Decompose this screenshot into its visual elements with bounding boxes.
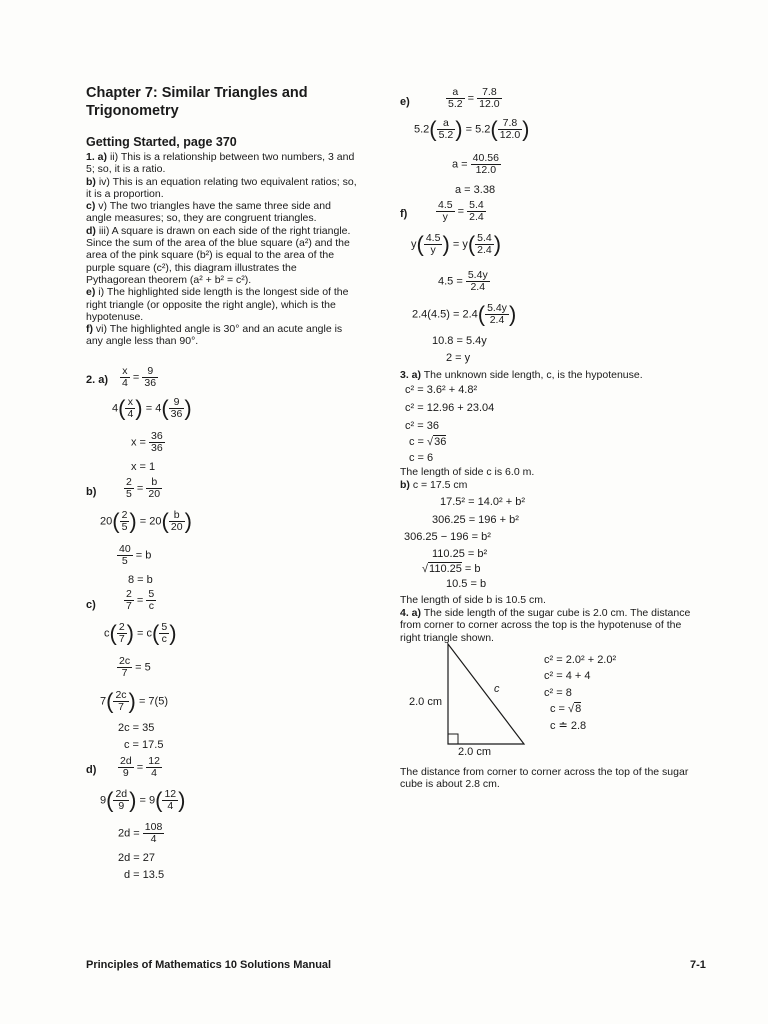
footer-book-title: Principles of Mathematics 10 Solutions Manual <box>86 959 332 971</box>
q2c-eq4: 7( $\frac{2c}{7}$ ) = 7(5) <box>100 688 168 714</box>
question-1 <box>86 151 358 348</box>
q4-conclusion: The distance from corner to corner across the top of the sugar cube is about 2.8 cm. <box>400 766 689 791</box>
q3a-conclusion: The length of side c is 6.0 m. <box>400 466 535 478</box>
q4-hyp-label: c <box>494 683 500 695</box>
q2e-eq2: 5.2( $\frac{a}{5.2}$ ) = 5.2( $\frac{7.8}{12.0}$ ) <box>414 116 530 142</box>
q4-l3: c² = 8 <box>544 687 572 699</box>
q3b-l4: 110.25 = b² <box>432 548 488 560</box>
q3a-l5: c = 6 <box>409 452 434 464</box>
q4-side-label: 2.0 cm <box>409 696 443 708</box>
q1d: d) iii) A square is drawn on each side of the right triangle. Since the sum of the area of the blue square (a²) and the area of the pink square (b²) is equal to the area of the purple square (c²), this diagram illustrates the Pythagorean theorem (a² + b² = c²). <box>86 224 351 286</box>
q4-l1: c² = 2.0² + 2.0² <box>544 654 617 666</box>
q4-base-label: 2.0 cm <box>458 746 492 758</box>
q2c-step: 2c = 35 <box>118 722 155 734</box>
q2f-eq2: y( $\frac{4.5}{y}$ ) = y( $\frac{5.4}{2.4}$ ) <box>411 231 502 257</box>
q3b-l1: 17.5² = 14.0² + b² <box>440 496 525 508</box>
q2d-eq1: $\frac{2d}{9}$ = $\frac{12}{4}$ <box>120 755 160 779</box>
q2d-step: 2d = 27 <box>118 852 156 864</box>
q2b-eq1: $\frac{2}{5}$ = $\frac{b}{20}$ <box>126 476 161 500</box>
q2d-label: d) <box>86 764 97 776</box>
q3b-l6: 10.5 = b <box>446 578 487 590</box>
q2a-result: x = 1 <box>131 461 156 473</box>
q2c-eq2: c( $\frac{2}{7}$ ) = c( $\frac{5}{c}$ ) <box>104 620 177 646</box>
q4-intro: 4. a) The side length of the sugar cube is 2.0 cm. The distance from corner to corner across the top is the hypotenuse of the right triangle shown. <box>400 607 691 644</box>
right-triangle-diagram <box>440 640 530 748</box>
q2c-eq3: $\frac{2c}{7}$ = 5 <box>119 655 151 679</box>
q2f-label: f) <box>400 208 408 220</box>
q3b-conclusion: The length of side b is 10.5 cm. <box>400 594 546 606</box>
q1a: 1. a) ii) This is a relationship between two numbers, 3 and 5; so, it is a ratio. <box>86 151 355 176</box>
q2a-eq2: 4( $\frac{x}{4}$ ) = 4( $\frac{9}{36}$ ) <box>112 395 192 421</box>
q2f-eq3: 4.5 = $\frac{5.4y}{2.4}$ <box>438 269 488 293</box>
triangle-shape <box>448 644 524 744</box>
q1e: e) i) The highlighted side length is the longest side of the right triangle (or opposite the right angle), which is the hypotenuse. <box>86 286 349 323</box>
footer-page-number: 7-1 <box>690 959 706 971</box>
q3a-l2: c² = 12.96 + 23.04 <box>405 402 495 414</box>
q3a-l4: c = √36 <box>409 436 447 448</box>
q1c: c) v) The two triangles have the same three side and angle measures; so, they are congruent triangles. <box>86 200 331 225</box>
q4-l2: c² = 4 + 4 <box>544 670 591 682</box>
q3b-intro: b) c = 17.5 cm <box>400 479 468 491</box>
q2d-result: d = 13.5 <box>124 869 165 881</box>
q1f: f) vi) The highlighted angle is 30° and an acute angle is any angle less than 90°. <box>86 323 343 348</box>
q4-l4: c = √8 <box>550 703 582 715</box>
q2b-eq2: 20( $\frac{2}{5}$ ) = 20( $\frac{b}{20}$ ) <box>100 508 192 534</box>
q2b-label: b) <box>86 486 97 498</box>
q2f-eq1: $\frac{4.5}{y}$ = $\frac{5.4}{2.4}$ <box>438 199 484 223</box>
q3a-l3: c² = 36 <box>405 420 439 432</box>
q2f-result: 2 = y <box>446 352 471 364</box>
q2b-result: 8 = b <box>128 574 153 586</box>
q3a-intro: 3. a) The unknown side length, c, is the hypotenuse. <box>400 369 643 381</box>
q2f-eq4: 2.4(4.5) = 2.4( $\frac{5.4y}{2.4}$ ) <box>412 301 517 327</box>
q2d-eq2: 9( $\frac{2d}{9}$ ) = 9( $\frac{12}{4}$ ) <box>100 787 186 813</box>
chapter-title: Chapter 7: Similar Triangles and Trigonometry <box>86 85 308 119</box>
q2d-eq3: 2d = $\frac{108}{4}$ <box>118 821 163 845</box>
q2a-label: 2. a) <box>86 374 109 386</box>
q3b-l2: 306.25 = 196 + b² <box>432 514 519 526</box>
q2f-step: 10.8 = 5.4y <box>432 335 487 347</box>
q2c-result: c = 17.5 <box>124 739 164 751</box>
q2e-eq1: $\frac{a}{5.2}$ = $\frac{7.8}{12.0}$ <box>448 86 500 110</box>
right-angle-mark <box>448 734 458 744</box>
q2e-result: a = 3.38 <box>455 184 496 196</box>
q2a-eq3: x = $\frac{36}{36}$ <box>131 430 163 454</box>
section-heading: Getting Started, page 370 <box>86 135 237 149</box>
q2c-eq1: $\frac{2}{7}$ = $\frac{5}{c}$ <box>126 588 155 612</box>
q4-l5: c ≐ 2.8 <box>550 720 587 732</box>
q3a-l1: c² = 3.6² + 4.8² <box>405 384 478 396</box>
q2b-eq3: $\frac{40}{5}$ = b <box>119 543 152 567</box>
q2e-eq3: a = $\frac{40.56}{12.0}$ <box>452 152 499 176</box>
q3b-l3: 306.25 − 196 = b² <box>404 531 491 543</box>
q2c-label: c) <box>86 599 96 611</box>
q2a-eq1: $\frac{x}{4}$ = $\frac{9}{36}$ <box>122 365 157 389</box>
q1b: b) iv) This is an equation relating two equivalent ratios; so, it is a proportion. <box>86 175 357 200</box>
q3b-l5: √110.25 = b <box>422 563 481 575</box>
q2e-label: e) <box>400 96 410 108</box>
